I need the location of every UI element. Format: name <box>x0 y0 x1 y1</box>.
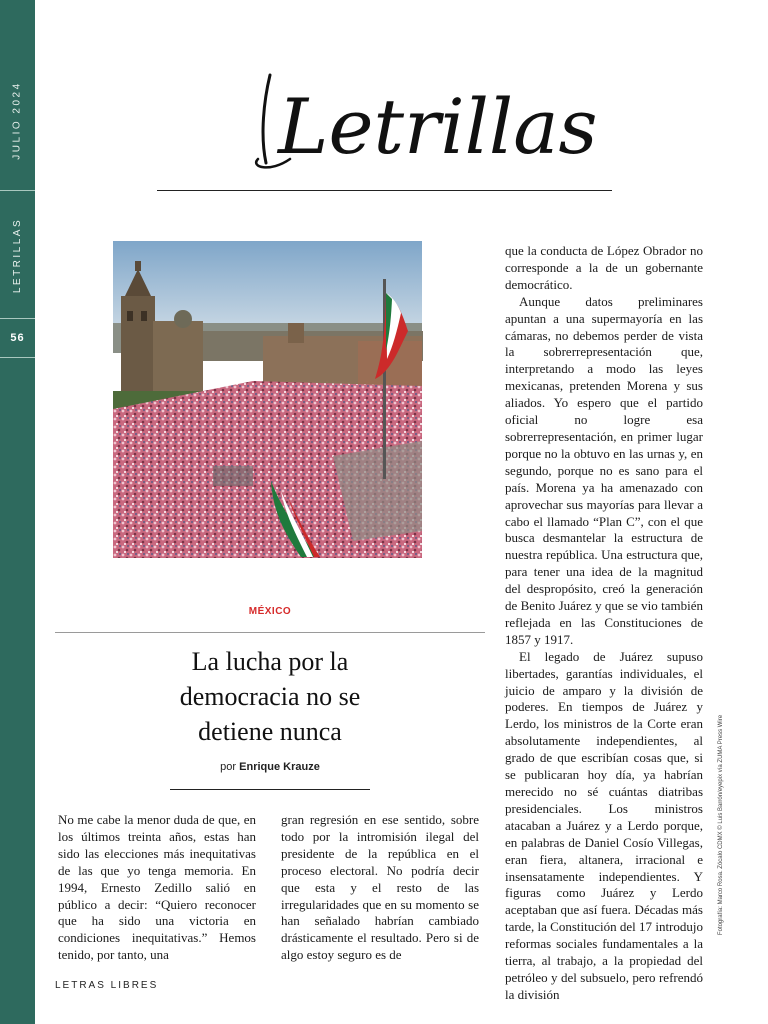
sidebar-divider <box>0 318 35 319</box>
article-headline: La lucha por la democracia no se detiene nunca <box>179 647 361 746</box>
sidebar-divider <box>0 357 35 358</box>
kicker-rule <box>55 632 485 633</box>
photo-credit: Fotografía: Marco Rosa. Zócalo CDMX © Luis Barrón/eyepix vía ZUMA Press Wire <box>718 714 724 936</box>
section-kicker: MÉXICO <box>248 606 292 617</box>
paragraph: que la conducta de López Obrador no corresponde a la de un gobernante democrático. <box>505 243 703 292</box>
sidebar <box>0 0 35 1024</box>
section-label: LETRILLAS <box>12 217 23 293</box>
zocalo-crowd-photo <box>113 241 422 558</box>
body-column-3 <box>505 243 703 1004</box>
logo-text: Letrillas <box>278 82 598 171</box>
publication-footer: LETRAS LIBRES <box>55 980 159 991</box>
byline-rule <box>170 789 370 790</box>
body-column-2 <box>281 812 479 964</box>
paragraph: El legado de Juárez supuso libertades, garantías individuales, el juicio de amparo y la división de poderes. En tiempos de Juárez y Lerdo, los ministros de la Corte eran absolutamente independientes, al grado de que escribían cosas que, si se publicaran hoy día, ya habrían merecido no sé cuántas diatribas presidenciales. Los ministros atacaban a Juárez y a Lerdo porque, en palabras de Daniel Cosío Villegas, eran fiera, altanera, irracional e insensatamente independientes. Y figuras como Juárez y Lerdo aceptaban que así fuera. Décadas más tarde, la Constitución del 17 introdujo reformas sociales fundamentales a la tierra, al trabajo, a la propiedad del petróleo y del subsuelo, pero refrendó la división <box>505 648 703 1002</box>
paragraph: Aunque datos preliminares apuntan a una supermayoría en las cámaras, no debemos perder de vista la sobrerrepresentación que, interpretando a modo las leyes mexicanas, pretenden Morena y sus aliados. Yo espero que el partido oficial no logre esa sobrerrepresentación, en primer lugar porque no la obtuvo en las urnas y, en segundo, porque no es sano para el país. Morena ya ha amenazado con aprovechar sus mayorías para llevar a cabo el llamado “Plan C”, con el que busca desmantelar la estructura de nuestra república. Una estructura que, para tener una idea de la magnitud del despropósito, creó la generación de Benito Juárez y que se vio también reflejada en las Constituciones de 1857 y 1917. <box>505 293 703 647</box>
issue-date: JULIO 2024 <box>12 80 23 160</box>
paragraph: No me cabe la menor duda de que, en los últimos treinta años, estas han sido las elecciones más inequitativas de las que yo tenga memoria. En 1994, Ernesto Zedillo salió en público a decir: “Quiero reconocer que ha sido una victoria en condiciones inequitativas.” Hemos tenido, por tanto, una <box>58 812 256 963</box>
page-number: 56 <box>10 332 25 344</box>
body-column-1 <box>58 812 256 964</box>
sidebar-divider <box>0 190 35 191</box>
author-name: Enrique Krauze <box>239 761 320 773</box>
header-rule <box>157 190 612 191</box>
paragraph: gran regresión en ese sentido, sobre todo por la intromisión ilegal del presidente de la república en el proceso electoral. No podría decir que esta y el resto de las irregularidades que en su momento se han señalado habrían cambiado drásticamente el resultado. Pero si de algo estoy seguro es de <box>281 812 479 963</box>
section-logo <box>240 55 598 175</box>
byline: por Enrique Krauze <box>220 761 320 773</box>
